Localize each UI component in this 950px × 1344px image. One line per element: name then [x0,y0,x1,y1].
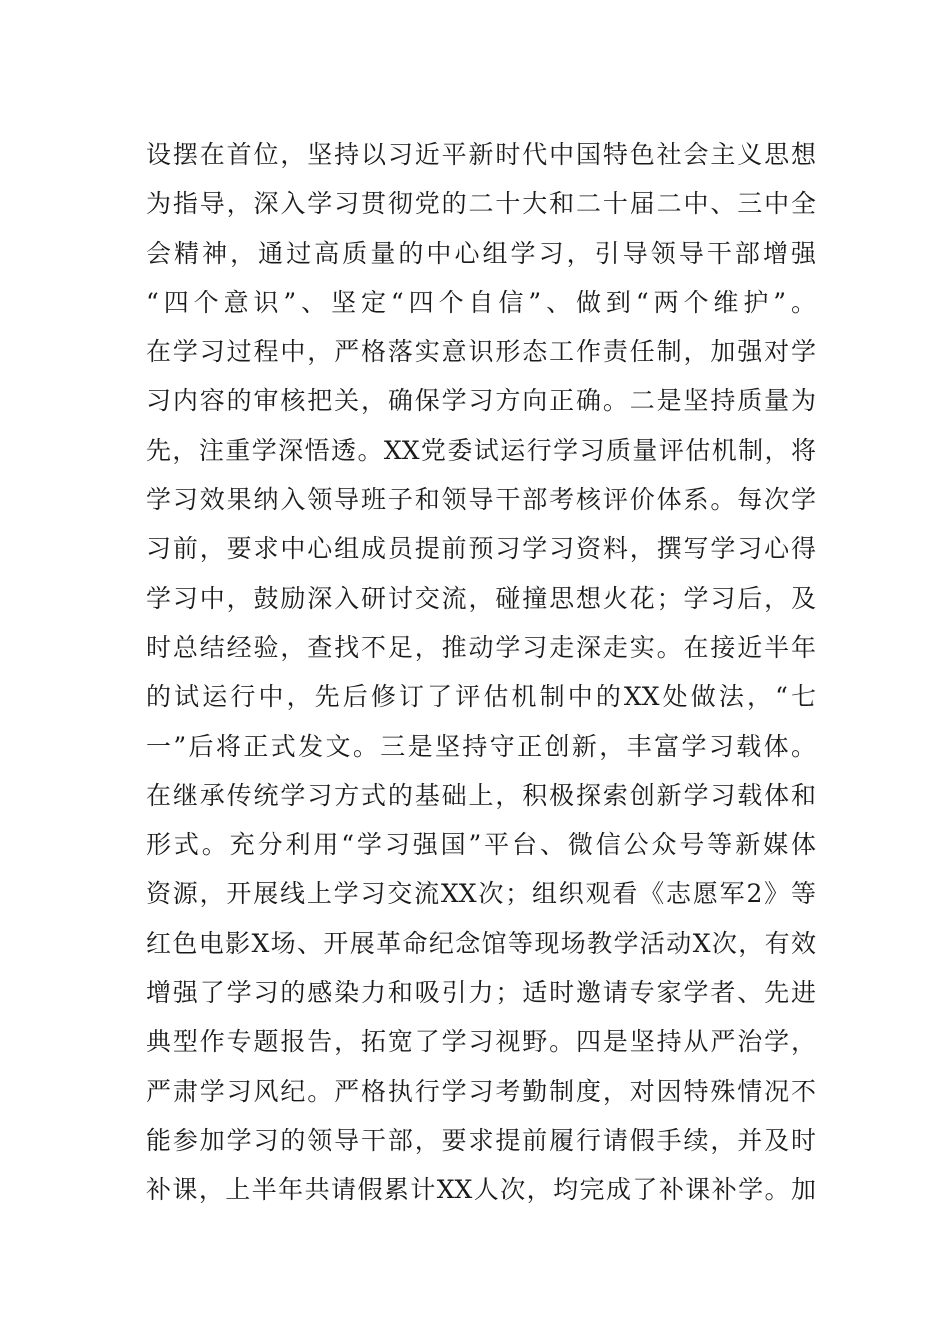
text-line: 习前，要求中心组成员提前预习学习资料，撰写学习心得 [146,534,816,564]
text-line: 在继承传统学习方式的基础上，积极探索创新学习载体和 [146,780,816,810]
text-line: 资源，开展线上学习交流XX次；组织观看《志愿军2》等 [146,879,816,909]
text-line: 为指导，深入学习贯彻党的二十大和二十届二中、三中全 [146,189,816,219]
text-line: 学习中，鼓励深入研讨交流，碰撞思想火花；学习后，及 [146,583,816,613]
text-line: 时总结经验，查找不足，推动学习走深走实。在接近半年 [146,632,816,662]
text-line: 在学习过程中，严格落实意识形态工作责任制，加强对学 [146,337,816,367]
text-line: 形式。充分利用“学习强国”平台、微信公众号等新媒体 [146,830,816,860]
text-line: 补课，上半年共请假累计XX人次，均完成了补课补学。加 [146,1175,816,1205]
text-line: 增强了学习的感染力和吸引力；适时邀请专家学者、先进 [146,978,816,1008]
text-line: 设摆在首位，坚持以习近平新时代中国特色社会主义思想 [146,140,816,169]
text-line: 的试运行中，先后修订了评估机制中的XX处做法，“七 [146,682,816,712]
text-line: 典型作专题报告，拓宽了学习视野。四是坚持从严治学， [146,1027,816,1057]
body-text [146,130,816,1215]
text-line: 会精神，通过高质量的中心组学习，引导领导干部增强 [146,238,816,268]
text-line: 学习效果纳入领导班子和领导干部考核评价体系。每次学 [146,485,816,515]
text-line: “四个意识”、坚定“四个自信”、做到“两个维护”。 [146,287,816,317]
text-line: 一”后将正式发文。三是坚持守正创新，丰富学习载体。 [146,731,816,761]
text-line: 能参加学习的领导干部，要求提前履行请假手续，并及时 [146,1125,816,1155]
text-line: 习内容的审核把关，确保学习方向正确。二是坚持质量为 [146,386,816,416]
text-line: 红色电影X场、开展革命纪念馆等现场教学活动X次，有效 [146,928,816,958]
text-line: 严肃学习风纪。严格执行学习考勤制度，对因特殊情况不 [146,1076,816,1106]
text-line: 先，注重学深悟透。XX党委试运行学习质量评估机制，将 [146,435,816,465]
